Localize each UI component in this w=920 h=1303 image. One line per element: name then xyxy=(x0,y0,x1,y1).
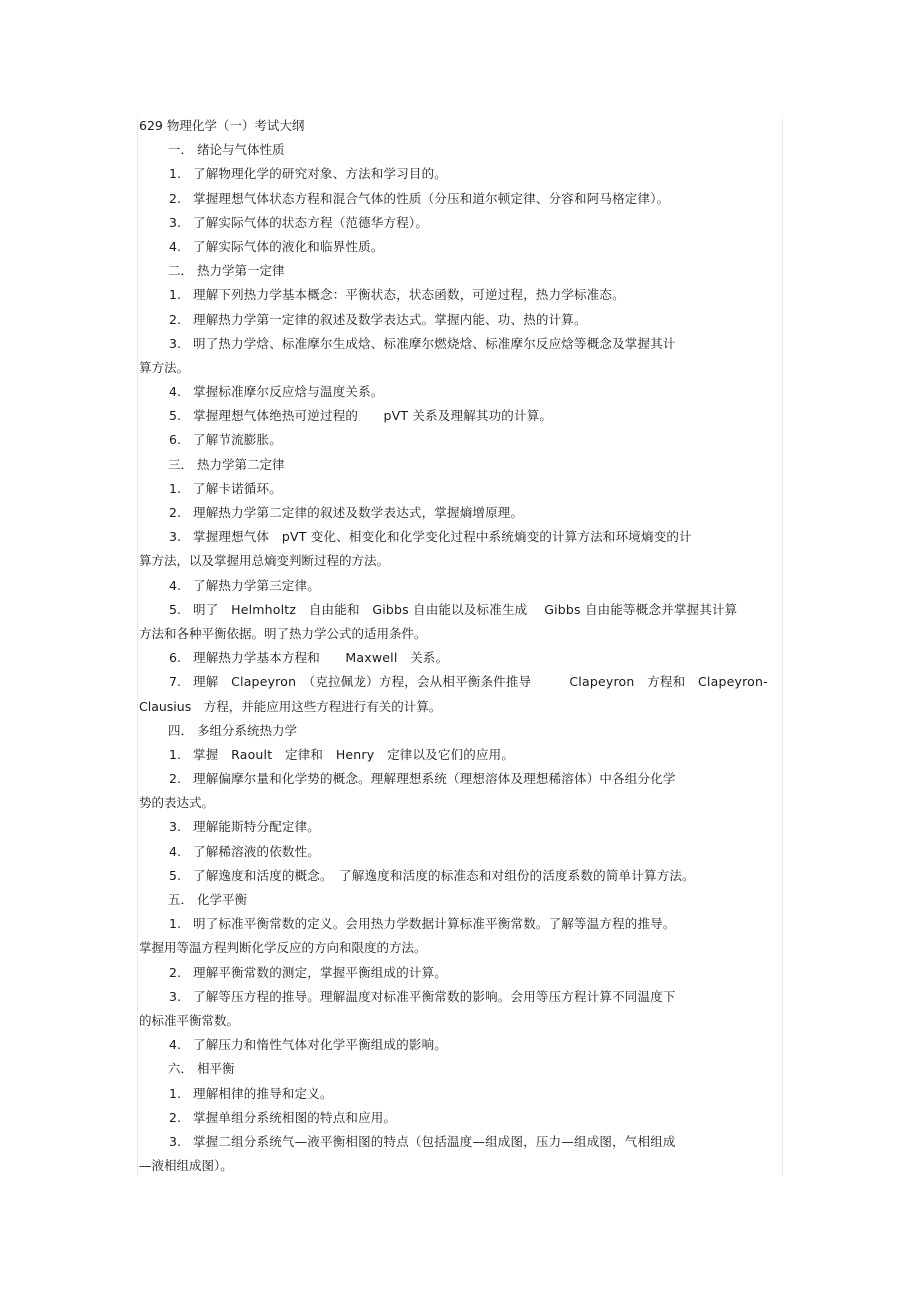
continuation-line: 算方法，以及掌握用总熵变判断过程的方法。 xyxy=(139,553,390,569)
outline-item xyxy=(139,187,775,211)
item-text: 了解卡诺循环。 xyxy=(193,480,282,496)
item-text: 了解压力和惰性气体对化学平衡组成的影响。 xyxy=(193,1037,448,1053)
outline-item xyxy=(139,332,775,356)
right-margin-rule xyxy=(782,118,783,1175)
item-text: 了解稀溶液的依数性。 xyxy=(193,843,321,859)
item-text: 了解等压方程的推导。理解温度对标准平衡常数的影响。会用等压方程计算不同温度下 xyxy=(193,988,676,1004)
item-text: 掌握理想气体状态方程和混合气体的性质（分压和道尔顿定律、分容和阿马格定律）。 xyxy=(193,190,670,206)
section-heading: 四． 多组分系统热力学 xyxy=(168,722,297,738)
item-text: 理解热力学第二定律的叙述及数学表达式，掌握熵增原理。 xyxy=(193,505,524,520)
item-text: 理解 Clapeyron （克拉佩龙）方程，会从相平衡条件推导 Clapeyron 方程和 Clapeyron- xyxy=(193,674,768,690)
outline-item xyxy=(139,598,775,622)
continuation-line: 的标准平衡常数。 xyxy=(139,1012,240,1028)
item-number: 2. xyxy=(169,771,181,787)
outline-item xyxy=(139,404,775,428)
item-text: 了解物理化学的研究对象、方法和学习目的。 xyxy=(193,166,448,182)
item-text: 了解实际气体的状态方程（范德华方程）。 xyxy=(193,214,429,230)
item-number: 5. xyxy=(169,408,181,424)
outline-item xyxy=(139,574,775,598)
item-text: 理解热力学第一定律的叙述及数学表达式。掌握内能、功、热的计算。 xyxy=(193,311,587,327)
item-number: 3. xyxy=(169,1133,181,1149)
item-text: 掌握 Raoult 定律和 Henry 定律以及它们的应用。 xyxy=(193,746,515,762)
item-number: 6. xyxy=(169,650,181,666)
item-number: 4. xyxy=(169,1037,181,1053)
item-number: 2. xyxy=(169,1109,181,1125)
outline-item xyxy=(139,428,775,452)
item-number: 4. xyxy=(169,238,181,254)
item-number: 2. xyxy=(169,190,181,206)
outline-item xyxy=(139,1130,775,1154)
outline-lines xyxy=(139,138,775,1178)
outline-item xyxy=(139,283,775,307)
outline-item xyxy=(139,743,775,767)
item-number: 3. xyxy=(169,988,181,1004)
outline-item xyxy=(139,1082,775,1106)
item-number: 4. xyxy=(169,843,181,859)
outline-item xyxy=(139,767,775,791)
continuation-line: —液相组成图）。 xyxy=(139,1158,233,1174)
item-number: 3. xyxy=(169,819,181,835)
item-number: 3. xyxy=(169,529,181,545)
outline-item xyxy=(139,985,775,1009)
item-number: 1. xyxy=(169,480,181,496)
item-number: 3. xyxy=(169,214,181,230)
outline-item xyxy=(139,308,775,332)
outline-item xyxy=(139,211,775,235)
document-title: 629 物理化学（一）考试大纲 xyxy=(139,118,305,133)
outline-item xyxy=(139,646,775,670)
outline-item xyxy=(139,961,775,985)
item-text: 掌握单组分系统相图的特点和应用。 xyxy=(193,1109,397,1125)
item-text: 掌握标准摩尔反应焓与温度关系。 xyxy=(193,384,384,400)
outline-item xyxy=(139,1106,775,1130)
item-number: 6. xyxy=(169,432,181,448)
outline-item xyxy=(139,162,775,186)
item-text: 理解能斯特分配定律。 xyxy=(193,819,321,835)
continuation-line: Clausius 方程，并能应用这些方程进行有关的计算。 xyxy=(139,698,442,714)
outline-item xyxy=(139,525,775,549)
outline-item xyxy=(139,670,775,694)
item-text: 了解热力学第三定律。 xyxy=(193,577,321,593)
item-text: 理解下列热力学基本概念：平衡状态，状态函数，可逆过程，热力学标准态。 xyxy=(193,287,625,303)
continuation-line: 掌握用等温方程判断化学反应的方向和限度的方法。 xyxy=(139,940,427,956)
item-number: 3. xyxy=(169,335,181,351)
item-number: 2. xyxy=(169,505,181,520)
item-text: 掌握二组分系统气—液平衡相图的特点（包括温度—组成图，压力—组成图，气相组成 xyxy=(193,1133,676,1149)
left-margin-rule xyxy=(137,118,138,1175)
outline-item xyxy=(139,840,775,864)
item-text: 理解热力学基本方程和 Maxwell 关系。 xyxy=(193,650,449,666)
item-number: 7. xyxy=(169,674,181,690)
item-text: 明了热力学焓、标准摩尔生成焓、标准摩尔燃烧焓、标准摩尔反应焓等概念及掌握其计 xyxy=(193,335,676,351)
continuation-line: 势的表达式。 xyxy=(139,795,215,811)
item-number: 5. xyxy=(169,601,181,617)
item-text: 了解逸度和活度的概念。 了解逸度和活度的标准态和对组份的活度系数的简单计算方法。 xyxy=(193,867,695,883)
section-heading: 三． 热力学第二定律 xyxy=(168,456,285,472)
section-heading: 五． 化学平衡 xyxy=(168,892,247,907)
item-number: 2. xyxy=(169,311,181,327)
item-number: 4. xyxy=(169,384,181,400)
item-text: 理解平衡常数的测定，掌握平衡组成的计算。 xyxy=(193,964,448,980)
outline-item xyxy=(139,380,775,404)
section-heading: 一． 绪论与气体性质 xyxy=(168,142,285,158)
item-text: 理解相律的推导和定义。 xyxy=(193,1085,333,1101)
outline-item xyxy=(139,864,775,888)
item-text: 明了标准平衡常数的定义。会用热力学数据计算标准平衡常数。了解等温方程的推导。 xyxy=(193,916,676,932)
outline-item xyxy=(139,1033,775,1057)
item-number: 1. xyxy=(169,916,181,932)
outline-item xyxy=(139,477,775,501)
item-number: 1. xyxy=(169,1085,181,1101)
outline-item xyxy=(139,235,775,259)
section-heading: 六． 相平衡 xyxy=(168,1061,235,1077)
continuation-line: 方法和各种平衡依据。明了热力学公式的适用条件。 xyxy=(139,625,427,641)
item-number: 1. xyxy=(169,287,181,303)
continuation-line: 算方法。 xyxy=(139,359,190,375)
document-body xyxy=(139,114,775,1178)
item-text: 掌握理想气体绝热可逆过程的 pVT 关系及理解其功的计算。 xyxy=(193,408,553,424)
item-text: 明了 Helmholtz 自由能和 Gibbs 自由能以及标准生成 Gibbs 自由能等概念并掌握其计算 xyxy=(193,601,738,617)
item-number: 1. xyxy=(169,166,181,182)
item-number: 5. xyxy=(169,867,181,883)
item-number: 2. xyxy=(169,964,181,980)
item-text: 了解实际气体的液化和临界性质。 xyxy=(193,238,384,254)
item-text: 理解偏摩尔量和化学势的概念。理解理想系统（理想溶体及理想稀溶体）中各组分化学 xyxy=(193,771,676,787)
item-text: 了解节流膨胀。 xyxy=(193,432,282,448)
item-number: 1. xyxy=(169,746,181,762)
item-number: 4. xyxy=(169,577,181,593)
outline-item xyxy=(139,912,775,936)
section-heading: 二． 热力学第一定律 xyxy=(168,263,285,279)
item-text: 掌握理想气体 pVT 变化、相变化和化学变化过程中系统熵变的计算方法和环境熵变的计 xyxy=(193,529,692,545)
outline-item xyxy=(139,815,775,839)
outline-item xyxy=(139,501,775,525)
